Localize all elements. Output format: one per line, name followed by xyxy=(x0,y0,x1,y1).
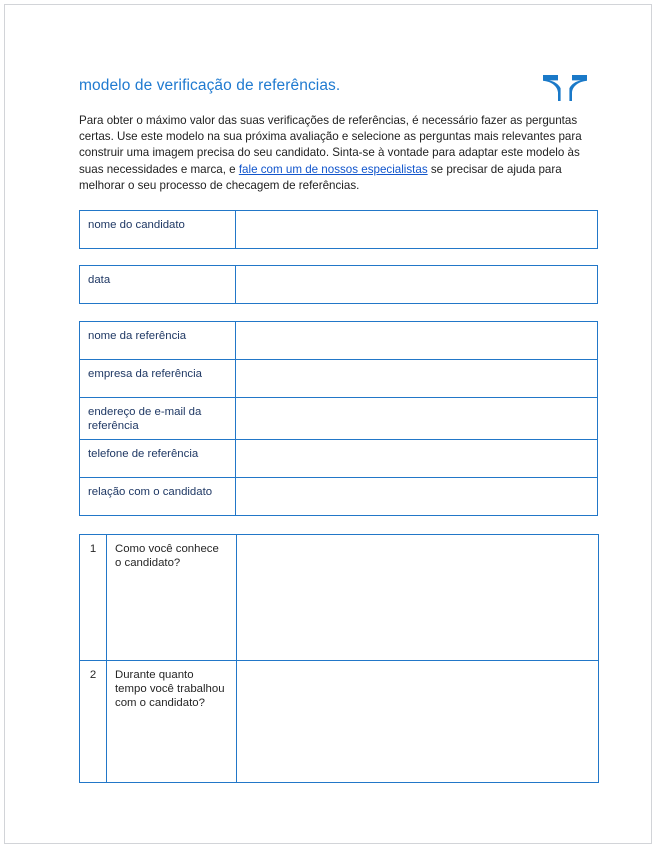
document-header xyxy=(79,69,587,109)
table-row xyxy=(80,398,598,440)
page-content xyxy=(79,69,587,783)
field-label-date: data xyxy=(80,266,236,304)
field-input-relationship[interactable] xyxy=(236,478,598,516)
field-input-reference-company[interactable] xyxy=(236,360,598,398)
date-table xyxy=(79,265,598,304)
table-row xyxy=(80,322,598,360)
intro-text-part-1: Para obter o máximo valor das suas verificações de referências, é necessário fazer as perguntas certas. Use este modelo na sua próxima avaliação e selecione as perguntas mais relevantes para construir uma imagem precisa do seu candidato. Sinta-se à vontade para adaptar este modelo às suas necessidades e marca, e xyxy=(79,114,582,176)
specialists-link[interactable]: fale com um de nossos especialistas xyxy=(238,162,428,176)
question-answer-1[interactable] xyxy=(237,535,599,661)
table-row xyxy=(80,478,598,516)
intro-paragraph xyxy=(79,113,583,194)
candidate-name-table xyxy=(79,210,598,249)
field-label-reference-phone: telefone de referência xyxy=(80,440,236,478)
field-label-reference-name: nome da referência xyxy=(80,322,236,360)
table-row xyxy=(80,266,598,304)
page-title: modelo de verificação de referências. xyxy=(79,77,341,94)
table-row xyxy=(80,440,598,478)
field-input-date[interactable] xyxy=(236,266,598,304)
field-input-reference-phone[interactable] xyxy=(236,440,598,478)
table-row xyxy=(80,535,599,661)
question-number-1: 1 xyxy=(80,535,107,661)
field-label-reference-company: empresa da referência xyxy=(80,360,236,398)
question-answer-2[interactable] xyxy=(237,661,599,783)
question-number-2: 2 xyxy=(80,661,107,783)
question-text-1: Como você conhece o candidato? xyxy=(107,535,237,661)
questions-table xyxy=(79,534,599,783)
intro-text-part-2: se precisar de ajuda para melhorar o seu processo de checagem de referências. xyxy=(79,162,562,192)
field-input-candidate-name[interactable] xyxy=(236,211,598,249)
field-input-reference-email[interactable] xyxy=(236,398,598,440)
reference-details-table xyxy=(79,321,598,516)
randstad-logo-icon xyxy=(543,75,587,101)
table-row xyxy=(80,211,598,249)
field-input-reference-name[interactable] xyxy=(236,322,598,360)
field-label-candidate-name: nome do candidato xyxy=(80,211,236,249)
field-label-relationship: relação com o candidato xyxy=(80,478,236,516)
table-row xyxy=(80,360,598,398)
field-label-reference-email: endereço de e-mail da referência xyxy=(80,398,236,440)
table-row xyxy=(80,661,599,783)
document-page xyxy=(4,4,652,844)
question-text-2: Durante quanto tempo você trabalhou com o candidato? xyxy=(107,661,237,783)
